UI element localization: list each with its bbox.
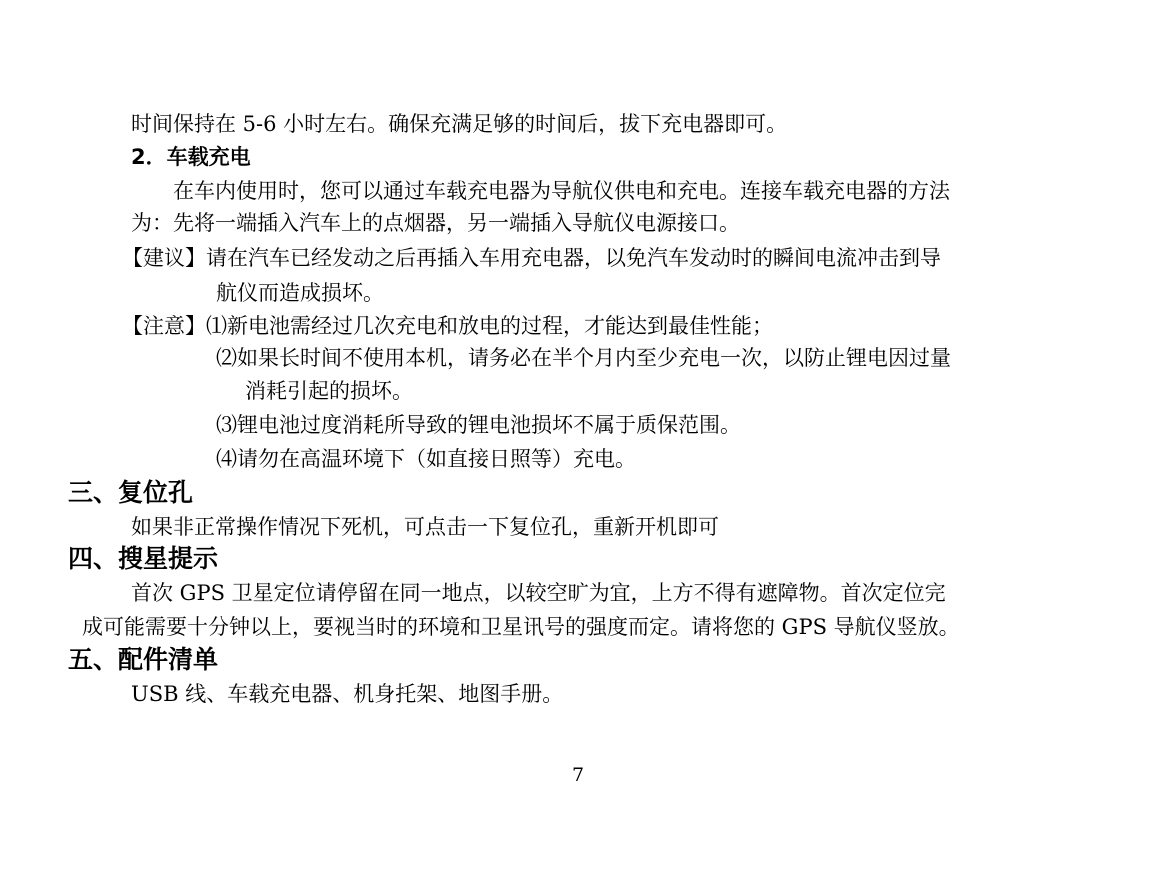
note-line4: ⑶锂电池过度消耗所导致的锂电池损坏不属于质保范围。 (216, 413, 741, 437)
suggestion-line1: 【建议】请在汽车已经发动之后再插入车用充电器，以免汽车发动时的瞬间电流冲击到导 (122, 246, 941, 270)
note-line2: ⑵如果长时间不使用本机，请务必在半个月内至少充电一次，以防止锂电因过量 (216, 346, 951, 370)
suggestion-line2: 航仪而造成损坏。 (216, 281, 384, 305)
section-4-heading: 四、搜星提示 (68, 544, 219, 573)
page-number: 7 (572, 764, 585, 786)
subsection-2-heading: 2．车载充电 (131, 145, 251, 169)
section-4-body-line2: 成可能需要十分钟以上，要视当时的环境和卫星讯号的强度而定。请将您的 GPS 导航仪竖放。 (82, 615, 960, 639)
note-line1: 【注意】⑴新电池需经过几次充电和放电的过程，才能达到最佳性能； (122, 314, 773, 338)
note-line5: ⑷请勿在高温环境下（如直接日照等）充电。 (216, 447, 636, 471)
subsection-2-para-line2: 为：先将一端插入汽车上的点烟器，另一端插入导航仪电源接口。 (131, 211, 740, 235)
section-5-body: USB 线、车载充电器、机身托架、地图手册。 (131, 682, 564, 706)
section-5-heading: 五、配件清单 (68, 645, 219, 674)
subsection-2-para-line1: 在车内使用时，您可以通过车载充电器为导航仪供电和充电。连接车载充电器的方法 (173, 179, 950, 203)
note-line3: 消耗引起的损坏。 (245, 379, 413, 403)
section-3-body: 如果非正常操作情况下死机，可点击一下复位孔，重新开机即可 (131, 515, 719, 539)
section-3-heading: 三、复位孔 (68, 478, 194, 507)
section-4-body-line1: 首次 GPS 卫星定位请停留在同一地点，以较空旷为宜，上方不得有遮障物。首次定位完 (131, 581, 946, 605)
intro-line: 时间保持在 5-6 小时左右。确保充满足够的时间后，拔下充电器即可。 (131, 112, 788, 136)
